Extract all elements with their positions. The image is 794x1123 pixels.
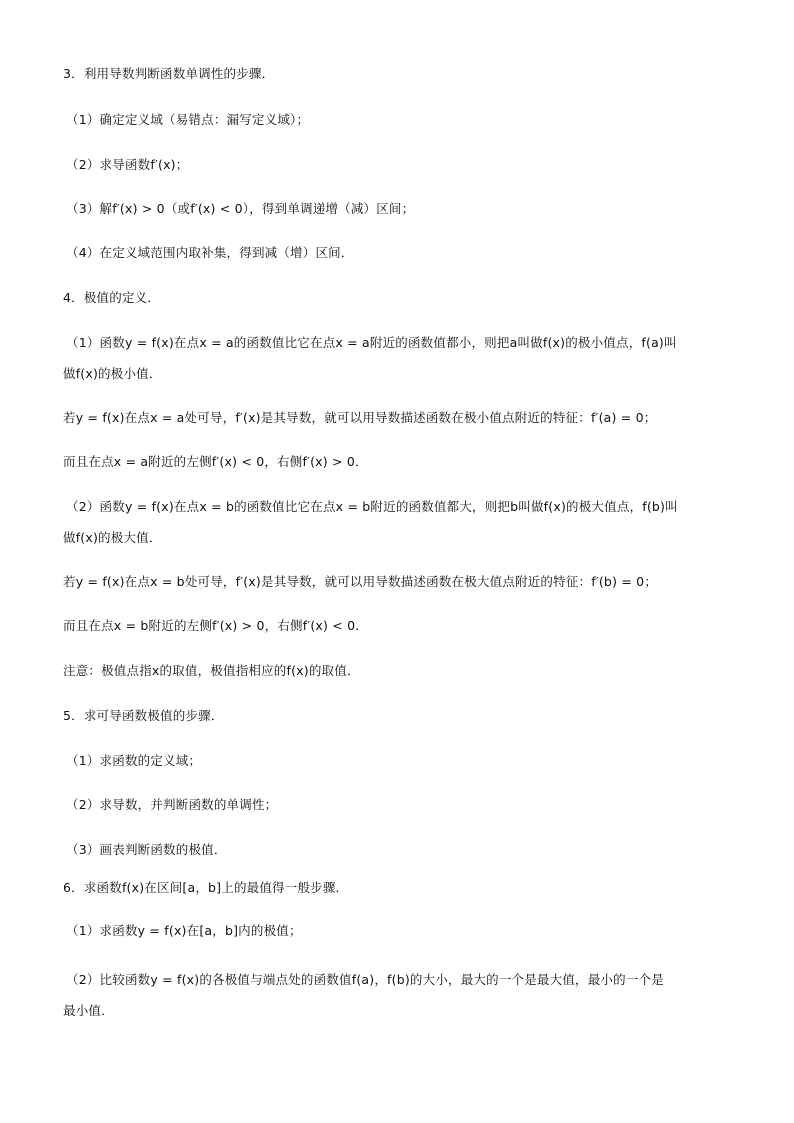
section-4-item-1-derivative: 若y = f(x)在点x = a处可导，f′(x)是其导数，就可以用导数描述函数在极小值点附近的特征：f′(a) = 0； (63, 410, 657, 425)
section-6-step-2-line-1: （2）比较函数y = f(x)的各极值与端点处的函数值f(a)，f(b)的大小，最大的一个是最大值，最小的一个是 (66, 972, 664, 987)
section-3-step-2: （2）求导函数f′(x)； (66, 157, 189, 172)
section-6-step-2-line-2: 最小值． (63, 1003, 114, 1018)
section-5-step-3: （3）画表判断函数的极值． (66, 842, 227, 857)
section-4-item-1-sign: 而且在点x = a附近的左侧f′(x) < 0，右侧f′(x) > 0． (63, 454, 368, 469)
section-3-step-1: （1）确定定义域（易错点：漏写定义域）； (66, 112, 310, 127)
section-4-item-2-line-2: 做f(x)的极大值． (63, 530, 162, 545)
section-4-note: 注意：极值点指x的取值，极值指相应的f(x)的取值． (63, 663, 360, 678)
section-3-step-4: （4）在定义域范围内取补集，得到减（增）区间． (66, 245, 354, 260)
section-5-step-1: （1）求函数的定义域； (66, 753, 202, 768)
section-4-item-2-derivative: 若y = f(x)在点x = b处可导，f′(x)是其导数，就可以用导数描述函数在极大值点附近的特征：f′(b) = 0； (63, 574, 658, 589)
section-4-title: 4．极值的定义． (63, 290, 161, 305)
section-6-step-1: （1）求函数y = f(x)在[a，b]内的极值； (66, 923, 302, 938)
section-4-item-2-line-1: （2）函数y = f(x)在点x = b的函数值比它在点x = b附近的函数值都大，则把b叫做f(x)的极大值点，f(b)叫 (66, 499, 678, 514)
section-5-title: 5．求可导函数极值的步骤． (63, 708, 224, 723)
section-4-item-1-line-2: 做f(x)的极小值． (63, 366, 162, 381)
section-5-step-2: （2）求导数，并判断函数的单调性； (66, 797, 278, 812)
section-3-step-3: （3）解f′(x) > 0（或f′(x) < 0），得到单调递增（减）区间； (66, 201, 415, 216)
section-4-item-1-line-1: （1）函数y = f(x)在点x = a的函数值比它在点x = a附近的函数值都小，则把a叫做f(x)的极小值点，f(a)叫 (66, 335, 677, 350)
section-4-item-2-sign: 而且在点x = b附近的左侧f′(x) > 0，右侧f′(x) < 0． (63, 618, 368, 633)
section-6-title: 6．求函数f(x)在区间[a，b]上的最值得一般步骤． (63, 880, 349, 895)
section-3-title: 3．利用导数判断函数单调性的步骤． (63, 66, 275, 81)
